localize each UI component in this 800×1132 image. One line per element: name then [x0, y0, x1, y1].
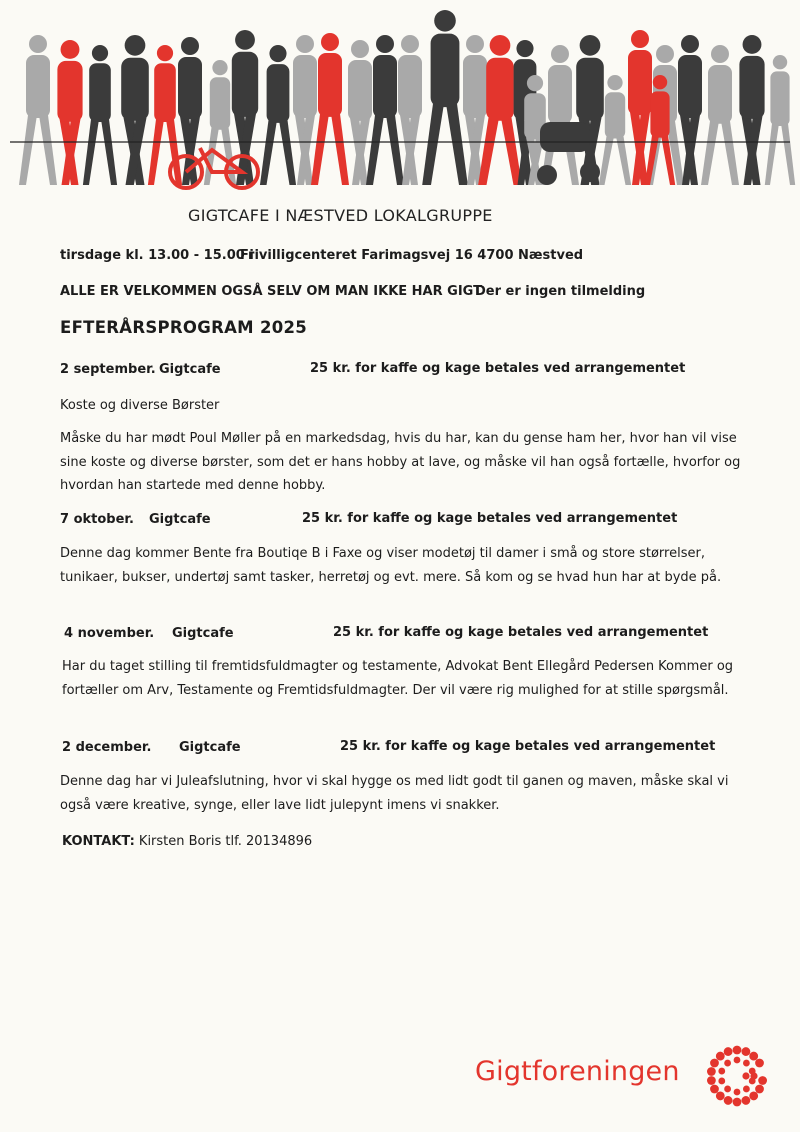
event-date: 2 september.	[60, 362, 156, 377]
logo-dot	[724, 1086, 731, 1093]
logo-dot	[724, 1060, 731, 1067]
logo-dot	[716, 1092, 725, 1101]
event-date: 4 november.	[64, 626, 155, 641]
person-silhouette	[260, 45, 296, 185]
event-description: Har du taget stilling til fremtidsfuldmagter og testamente, Advokat Bent Ellegård Pedersen Kommer og fortæller om Arv, Testamente og Fremtidsfuldmagter. Der vil være rig mulighed for at stille spørgsmål.	[62, 659, 734, 698]
person-silhouette	[541, 45, 579, 185]
gigtforeningen-logo-icon	[706, 1045, 768, 1107]
person-silhouette	[83, 45, 117, 185]
gigtforeningen-logo-text: Gigtforeningen	[475, 1056, 680, 1087]
logo-dot	[710, 1085, 719, 1094]
event-description: Denne dag har vi Juleafslutning, hvor vi skal hygge os med lidt godt til ganen og maven, måske skal vi også være kreative, synge, eller lave lidt julepynt imens vi snakker.	[60, 774, 729, 813]
logo-dot	[743, 1086, 750, 1093]
person-silhouette	[57, 40, 82, 185]
page-title: GIGTCAFE I NÆSTVED LOKALGRUPPE	[188, 206, 493, 225]
logo-dot	[710, 1059, 719, 1068]
logo-dot	[749, 1092, 758, 1101]
welcome-text: ALLE ER VELKOMMEN OGSÅ SELV OM MAN IKKE HAR GIGT	[60, 284, 482, 299]
meeting-time: tirsdage kl. 13.00 - 15.00 i	[60, 248, 254, 263]
logo-dot	[749, 1052, 758, 1061]
logo-dot	[743, 1060, 750, 1067]
person-silhouette	[739, 35, 764, 185]
event-description: Denne dag kommer Bente fra Boutiqe B i Faxe og viser modetøj til damer i små og store størrelser, tunikaer, bukser, undertøj samt tasker, herretøj og evt. mere. Så kom og se hvad hun har at byde på.	[60, 546, 722, 585]
event-price: 25 kr. for kaffe og kage betales ved arrangementet	[340, 739, 716, 754]
logo-dot	[724, 1047, 733, 1056]
logo-dot	[741, 1047, 750, 1056]
logo-dot	[724, 1096, 733, 1105]
person-silhouette	[765, 55, 795, 185]
logo-dot	[718, 1068, 725, 1075]
person-silhouette	[422, 10, 468, 185]
event-price: 25 kr. for kaffe og kage betales ved arrangementet	[302, 511, 678, 526]
event-date: 2 december.	[62, 740, 152, 755]
person-silhouette	[293, 35, 317, 185]
logo-dot	[734, 1057, 741, 1064]
person-silhouette	[678, 35, 702, 185]
event-description: Måske du har mødt Poul Møller på en markedsdag, hvis du har, kan du gense ham her, hvor han vil vise sine koste og diverse børster, som det er hans hobby at lave, og måske vil han også fortælle, hvorfor og hvordan han startede med denne hobby.	[60, 431, 741, 493]
logo-dot	[758, 1076, 767, 1085]
event-date: 7 oktober.	[60, 512, 134, 527]
logo-dot	[742, 1072, 749, 1079]
logo-dot	[755, 1085, 764, 1094]
event-price: 25 kr. for kaffe og kage betales ved arrangementet	[333, 625, 709, 640]
contact-text: Kirsten Boris tlf. 20134896	[138, 834, 313, 849]
logo-dot	[733, 1046, 742, 1055]
logo-dot	[755, 1059, 764, 1068]
person-silhouette	[121, 35, 149, 185]
logo-dot	[733, 1098, 742, 1107]
logo-dot	[734, 1089, 741, 1096]
person-silhouette	[148, 45, 182, 185]
program-title: EFTERÅRSPROGRAM 2025	[60, 318, 308, 337]
event-name: Gigtcafe	[159, 362, 221, 377]
person-silhouette	[348, 40, 372, 185]
event-subtitle: Koste og diverse Børster	[60, 398, 220, 413]
contact-info: KONTAKT: Kirsten Boris tlf. 20134896	[62, 834, 313, 849]
registration-note: Der er ingen tilmelding	[475, 284, 646, 299]
person-silhouette	[19, 35, 57, 185]
logo-dot	[707, 1076, 716, 1085]
person-silhouette	[701, 45, 739, 185]
event-name: Gigtcafe	[149, 512, 211, 527]
logo-dot	[716, 1052, 725, 1061]
people-silhouette-banner	[0, 0, 800, 205]
event-price: 25 kr. for kaffe og kage betales ved arrangementet	[310, 361, 686, 376]
logo-dot	[718, 1078, 725, 1085]
logo-dot	[750, 1072, 757, 1079]
event-name: Gigtcafe	[172, 626, 234, 641]
logo-dot	[741, 1096, 750, 1105]
logo-dot	[707, 1067, 716, 1076]
meeting-place: Frivilligcenteret Farimagsvej 16 4700 Næstved	[240, 248, 584, 263]
person-silhouette	[398, 35, 422, 185]
event-name: Gigtcafe	[179, 740, 241, 755]
